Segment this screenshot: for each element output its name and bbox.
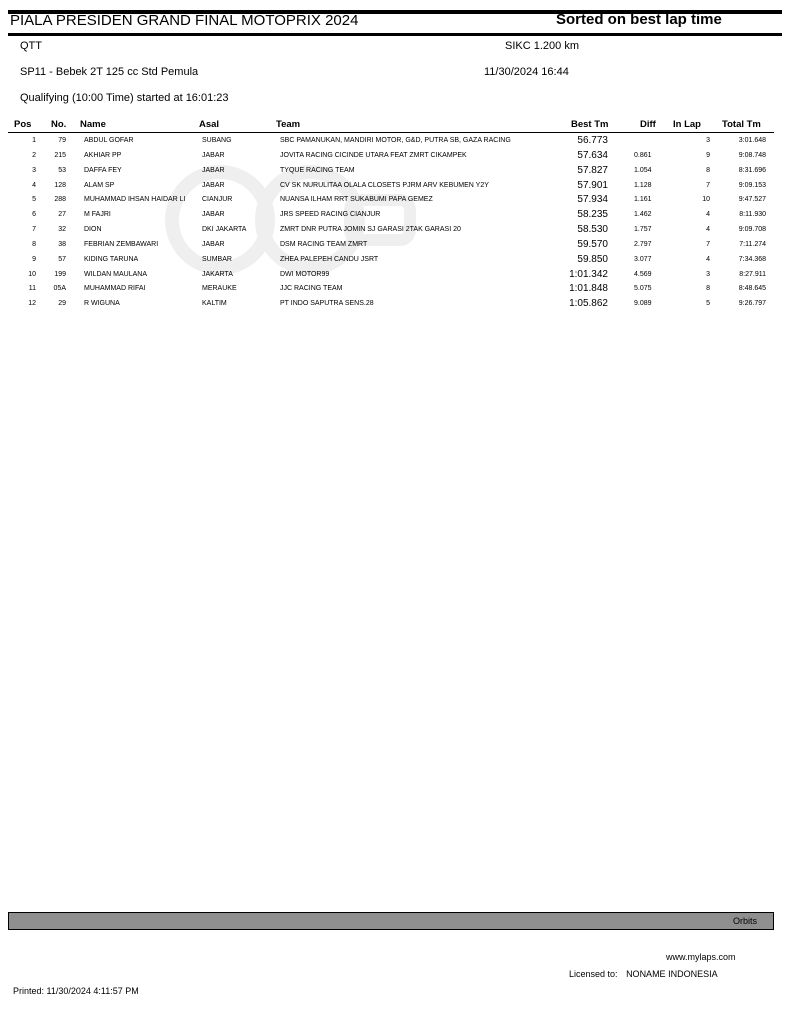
cell-name: R WIGUNA xyxy=(84,300,120,308)
cell-no: 05A xyxy=(53,285,66,293)
cell-pos: 4 xyxy=(32,181,36,189)
cell-team: JRS SPEED RACING CIANJUR xyxy=(280,211,381,219)
cell-asal: KALTIM xyxy=(202,300,227,308)
col-team: Team xyxy=(276,119,301,130)
cell-inlap: 3 xyxy=(706,137,710,144)
cell-no: 27 xyxy=(58,211,66,219)
col-asal: Asal xyxy=(199,119,220,130)
cell-inlap: 4 xyxy=(706,255,710,263)
licensed-to: NONAME INDONESIA xyxy=(626,969,718,979)
cell-name: FEBRIAN ZEMBAWARI xyxy=(84,240,159,248)
results-table-header xyxy=(0,119,802,133)
cell-pos: 8 xyxy=(32,240,36,248)
footer-bar xyxy=(8,912,774,930)
cell-team: PT INDO SAPUTRA SENS.28 xyxy=(280,300,374,308)
cell-diff: 5.075 xyxy=(634,285,652,293)
cell-name: KIDING TARUNA xyxy=(84,255,139,263)
website-link[interactable]: www.mylaps.com xyxy=(666,952,736,962)
cell-diff: 1.128 xyxy=(634,181,652,189)
col-inlap: In Lap xyxy=(673,119,701,130)
cell-team: NUANSA ILHAM RRT SUKABUMI PAPA GEMEZ xyxy=(280,196,433,204)
col-total: Total Tm xyxy=(722,119,761,130)
cell-pos: 2 xyxy=(32,151,36,159)
cell-pos: 10 xyxy=(28,270,36,278)
cell-best: 58.530 xyxy=(577,224,608,236)
class-name: SP11 - Bebek 2T 125 cc Std Pemula xyxy=(20,66,199,78)
cell-total: 9:08.748 xyxy=(738,151,766,159)
cell-inlap: 7 xyxy=(706,240,710,248)
table-row xyxy=(0,179,802,194)
session-name: QTT xyxy=(20,40,42,52)
cell-team: DSM RACING TEAM ZMRT xyxy=(280,240,368,248)
cell-total: 8:48.645 xyxy=(738,285,766,293)
cell-inlap: 7 xyxy=(706,181,710,189)
table-row xyxy=(0,208,802,223)
results-table-body xyxy=(0,134,802,312)
table-row xyxy=(0,149,802,164)
cell-total: 8:11.930 xyxy=(739,211,766,219)
cell-total: 8:27.911 xyxy=(739,270,766,278)
cell-diff: 1.462 xyxy=(634,211,652,219)
table-row xyxy=(0,134,802,149)
cell-total: 8:31.696 xyxy=(738,166,766,174)
cell-pos: 12 xyxy=(28,300,36,308)
cell-name: DION xyxy=(84,226,102,234)
header-bottom-rule xyxy=(8,33,782,36)
licensed-label: Licensed to: xyxy=(569,969,618,979)
cell-inlap: 10 xyxy=(702,196,710,204)
orbits-label: Orbits xyxy=(732,916,757,926)
cell-team: ZMRT DNR PUTRA JOMIN SJ GARASI 2TAK GARASI 20 xyxy=(280,226,461,234)
cell-asal: JABAR xyxy=(202,240,225,248)
cell-no: 288 xyxy=(54,196,66,204)
cell-team: JJC RACING TEAM xyxy=(280,285,343,293)
cell-asal: JABAR xyxy=(202,181,225,189)
cell-best: 58.235 xyxy=(577,209,608,221)
table-row xyxy=(0,297,802,312)
cell-diff: 2.797 xyxy=(634,240,652,248)
cell-no: 215 xyxy=(54,151,66,159)
cell-pos: 1 xyxy=(32,137,36,144)
cell-inlap: 8 xyxy=(706,166,710,174)
cell-inlap: 3 xyxy=(706,270,710,278)
qualifying-info: Qualifying (10:00 Time) started at 16:01:23 xyxy=(20,92,229,104)
cell-inlap: 9 xyxy=(706,151,710,159)
cell-total: 9:47.527 xyxy=(738,196,766,204)
col-name: Name xyxy=(80,119,106,130)
cell-diff: 1.161 xyxy=(634,196,652,204)
table-header-rule xyxy=(8,132,774,133)
cell-name: AKHIAR PP xyxy=(84,151,122,159)
cell-best: 57.634 xyxy=(577,149,608,161)
cell-total: 7:34.368 xyxy=(738,255,766,263)
cell-name: M FAJRI xyxy=(84,211,111,219)
cell-total: 9:09.153 xyxy=(738,181,766,189)
cell-no: 57 xyxy=(58,255,66,263)
cell-no: 32 xyxy=(58,226,66,234)
cell-total: 7:11.274 xyxy=(739,240,766,248)
cell-total: 3:01.648 xyxy=(738,137,766,144)
cell-best: 57.901 xyxy=(577,179,608,191)
printed-timestamp: Printed: 11/30/2024 4:11:57 PM xyxy=(13,986,139,996)
cell-inlap: 4 xyxy=(706,226,710,234)
table-row xyxy=(0,164,802,179)
cell-pos: 9 xyxy=(32,255,36,263)
cell-no: 29 xyxy=(58,300,66,308)
cell-diff: 0.861 xyxy=(634,151,652,159)
cell-best: 56.773 xyxy=(577,135,608,146)
cell-name: ALAM SP xyxy=(84,181,115,189)
cell-asal: CIANJUR xyxy=(202,196,233,204)
cell-no: 79 xyxy=(58,137,66,144)
cell-name: MUHAMMAD IHSAN HAIDAR LI xyxy=(84,196,186,204)
cell-asal: JAKARTA xyxy=(202,270,233,278)
cell-asal: DKI JAKARTA xyxy=(202,226,247,234)
cell-asal: SUMBAR xyxy=(202,255,232,263)
cell-pos: 11 xyxy=(28,285,36,293)
sort-caption: Sorted on best lap time xyxy=(556,11,722,28)
table-row xyxy=(0,223,802,238)
cell-no: 128 xyxy=(54,181,66,189)
col-best: Best Tm xyxy=(571,119,609,130)
table-row xyxy=(0,282,802,297)
cell-total: 9:26.797 xyxy=(738,300,766,308)
cell-pos: 3 xyxy=(32,166,36,174)
cell-best: 57.827 xyxy=(577,164,608,176)
cell-diff: 4.569 xyxy=(634,270,652,278)
cell-asal: SUBANG xyxy=(202,137,232,144)
cell-total: 9:09.708 xyxy=(738,226,766,234)
cell-best: 1:01.848 xyxy=(569,283,608,295)
cell-pos: 7 xyxy=(32,226,36,234)
cell-asal: JABAR xyxy=(202,166,225,174)
cell-diff: 1.757 xyxy=(634,226,652,234)
page-title: PIALA PRESIDEN GRAND FINAL MOTOPRIX 2024 xyxy=(10,12,359,29)
cell-best: 1:05.862 xyxy=(569,298,608,310)
table-row xyxy=(0,268,802,283)
cell-team: DWI MOTOR99 xyxy=(280,270,330,278)
cell-team: CV SK NURULITAA OLALA CLOSETS PJRM ARV KEBUMEN Y2Y xyxy=(280,181,489,189)
cell-diff: 9.089 xyxy=(634,300,652,308)
table-row xyxy=(0,238,802,253)
col-pos: Pos xyxy=(14,119,32,130)
cell-name: ABDUL GOFAR xyxy=(84,137,134,144)
col-diff: Diff xyxy=(640,119,656,130)
cell-asal: MERAUKE xyxy=(202,285,237,293)
cell-no: 53 xyxy=(58,166,66,174)
cell-team: SBC PAMANUKAN, MANDIRI MOTOR, G&D, PUTRA SB, GAZA RACING xyxy=(280,137,511,144)
cell-team: JOVITA RACING CICINDE UTARA FEAT ZMRT CIKAMPEK xyxy=(280,151,467,159)
report-datetime: 11/30/2024 16:44 xyxy=(484,66,569,78)
cell-asal: JABAR xyxy=(202,211,225,219)
cell-name: MUHAMMAD RIFAI xyxy=(84,285,146,293)
cell-name: DAFFA FEY xyxy=(84,166,122,174)
cell-inlap: 4 xyxy=(706,211,710,219)
cell-inlap: 5 xyxy=(706,300,710,308)
cell-best: 1:01.342 xyxy=(569,268,608,280)
cell-diff: 3.077 xyxy=(634,255,652,263)
cell-best: 59.570 xyxy=(577,238,608,250)
cell-best: 59.850 xyxy=(577,253,608,265)
col-no: No. xyxy=(51,119,67,130)
cell-no: 38 xyxy=(58,240,66,248)
cell-pos: 5 xyxy=(32,196,36,204)
cell-inlap: 8 xyxy=(706,285,710,293)
cell-no: 199 xyxy=(54,270,66,278)
table-row xyxy=(0,253,802,268)
license-info xyxy=(569,969,718,979)
cell-name: WILDAN MAULANA xyxy=(84,270,148,278)
table-row xyxy=(0,193,802,208)
cell-diff: 1.054 xyxy=(634,166,652,174)
cell-asal: JABAR xyxy=(202,151,225,159)
track-info: SIKC 1.200 km xyxy=(505,40,579,52)
cell-team: ZHEA PALEPEH CANDU JSRT xyxy=(280,255,379,263)
cell-pos: 6 xyxy=(32,211,36,219)
cell-best: 57.934 xyxy=(577,194,608,206)
cell-team: TYQUE RACING TEAM xyxy=(280,166,355,174)
